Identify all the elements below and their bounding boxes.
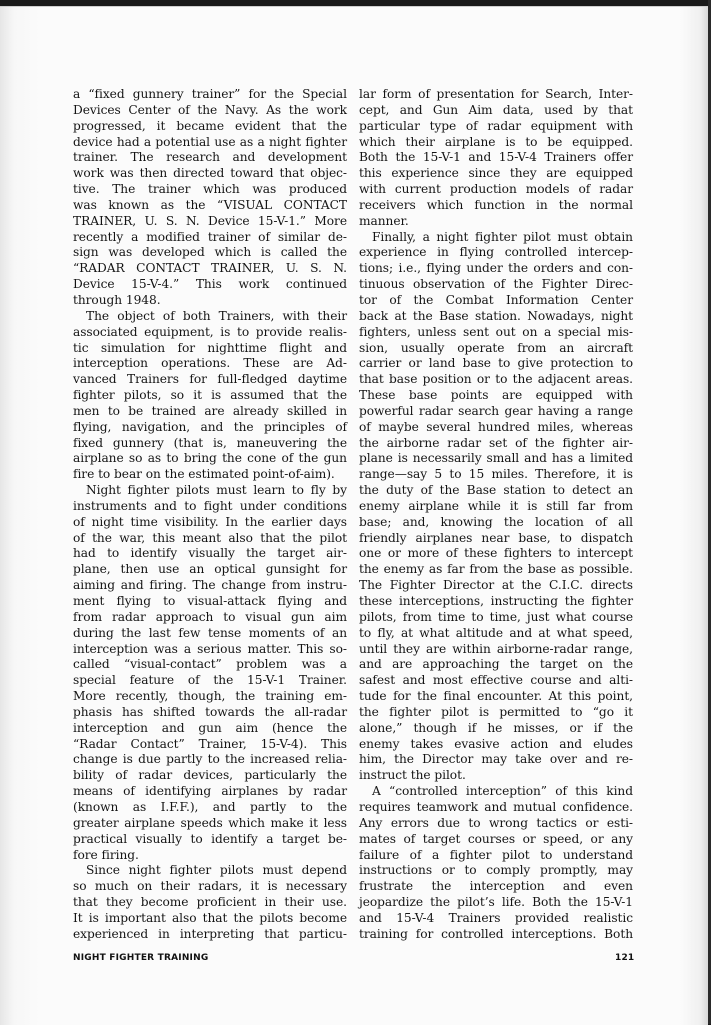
text-line-content: tic simulation for nighttime flight and <box>73 340 347 355</box>
text-line <box>73 388 347 404</box>
text-line-content: a “fixed gunnery trainer” for the Special <box>73 87 347 101</box>
text-line <box>73 721 347 737</box>
text-line <box>359 87 633 103</box>
text-line <box>359 451 633 467</box>
text-line <box>73 610 347 626</box>
text-line-content: TRAINER, U. S. N. Device 15-V-1.” More <box>73 213 347 228</box>
text-line-content: vanced Trainers for full-fledged daytime <box>73 372 347 387</box>
text-line <box>359 135 633 151</box>
text-line <box>359 816 633 832</box>
text-line <box>73 911 347 927</box>
text-line <box>73 689 347 705</box>
text-line-content: men to be trained are already skilled in <box>73 403 347 418</box>
text-line-content: during the last few tense moments of an <box>73 625 347 640</box>
text-line-content: back at the Base station. Nowadays, night <box>359 308 633 323</box>
text-line-content: these interceptions, instructing the fighter <box>359 594 633 608</box>
text-line-content: powerful radar search gear having a range <box>359 403 633 418</box>
text-line-content: pilots, from time to time, just what course <box>359 609 633 624</box>
text-line-content: interception was a serious matter. This so- <box>73 641 347 656</box>
text-line-content: sion, usually operate from an aircraft <box>359 340 633 355</box>
text-line <box>359 863 633 879</box>
text-line-content: so much on their radars, it is necessary <box>73 879 347 894</box>
text-line-content: change is due partly to the increased relia- <box>73 752 347 767</box>
text-line-content: trainer. The research and development <box>73 150 347 165</box>
text-line-content: with current production models of radar <box>359 182 633 197</box>
text-line <box>73 895 347 911</box>
text-line-content: practical visually to identify a target be- <box>73 831 347 846</box>
text-line <box>359 657 633 673</box>
text-line-content: the enemy as far from the base as possible. <box>359 562 633 577</box>
text-line <box>359 737 633 753</box>
text-line <box>73 705 347 721</box>
text-line-content: The Fighter Director at the C.I.C. directs <box>359 578 633 593</box>
text-line <box>73 245 347 261</box>
text-line <box>359 483 633 499</box>
text-line <box>359 436 633 452</box>
text-line <box>73 562 347 578</box>
text-line-content: These base points are equipped with <box>359 388 633 403</box>
text-line-content: More recently, though, the training em- <box>73 689 347 704</box>
text-line <box>359 879 633 895</box>
text-line <box>359 214 633 230</box>
text-line <box>359 832 633 848</box>
text-line <box>359 578 633 594</box>
text-line-content: to fly, at what altitude and at what speed, <box>359 625 633 640</box>
text-line-content: through 1948. <box>73 292 161 307</box>
text-line-content: instruct the pilot. <box>359 768 466 783</box>
text-line <box>73 768 347 784</box>
text-line-content: interception and gun aim (hence the <box>73 720 347 735</box>
text-line <box>73 404 347 420</box>
text-line-content: Any errors due to wrong tactics or esti- <box>359 815 633 830</box>
text-line <box>359 531 633 547</box>
text-line-content: “Radar Contact” Trainer, 15-V-4). This <box>73 736 347 751</box>
text-line <box>73 832 347 848</box>
text-line-content: particular type of radar equipment with <box>359 118 633 133</box>
text-line <box>73 261 347 277</box>
text-line-content: The object of both Trainers, with their <box>86 308 347 323</box>
text-line <box>73 325 347 341</box>
text-line-content: experienced in interpreting that particu- <box>73 926 347 941</box>
text-line <box>359 927 633 943</box>
text-line <box>359 404 633 420</box>
text-line-content: “RADAR CONTACT TRAINER, U. S. N. <box>73 261 347 276</box>
text-line-content: that they become proficient in their use. <box>73 895 347 910</box>
text-line <box>73 119 347 135</box>
text-line-content: carrier or land base to give protection to <box>359 356 633 371</box>
text-line <box>359 784 633 800</box>
text-line-content: the fighter pilot is permitted to “go it <box>359 704 633 719</box>
text-line <box>73 309 347 325</box>
text-line <box>359 594 633 610</box>
text-line-content: It is important also that the pilots become <box>73 910 347 925</box>
text-line <box>359 546 633 562</box>
text-line-content: of night time visibility. In the earlier days <box>73 514 347 529</box>
text-line <box>73 483 347 499</box>
text-line-content: Both the 15-V-1 and 15-V-4 Trainers offer <box>359 150 633 165</box>
text-line <box>359 341 633 357</box>
text-line <box>359 705 633 721</box>
text-line <box>359 626 633 642</box>
text-line-content: frustrate the interception and even <box>359 879 633 894</box>
text-line-content: base; and, knowing the location of all <box>359 514 633 529</box>
text-line-content: A “controlled interception” of this kind <box>372 784 633 799</box>
text-line <box>359 103 633 119</box>
text-line <box>359 420 633 436</box>
text-line-content: one or more of these fighters to intercept <box>359 546 633 561</box>
text-line <box>73 594 347 610</box>
text-line <box>359 752 633 768</box>
text-line <box>73 293 347 309</box>
text-line <box>359 356 633 372</box>
text-line-content: plane is necessarily small and has a limited <box>359 451 633 466</box>
text-line-content: airplane so as to bring the cone of the gun <box>73 451 347 466</box>
text-line-content: plane, then use an optical gunsight for <box>73 562 347 577</box>
text-line <box>359 198 633 214</box>
text-line <box>73 499 347 515</box>
text-line-content: requires teamwork and mutual confidence. <box>359 799 633 814</box>
text-line-content: had to identify visually the target air- <box>73 546 347 561</box>
text-line-content: alone,” though if he misses, or if the <box>359 720 633 735</box>
text-line <box>73 673 347 689</box>
text-line-content: which their airplane is to be equipped. <box>359 134 633 149</box>
left-text-column <box>73 87 347 943</box>
text-line-content: Devices Center of the Navy. As the work <box>73 102 347 117</box>
text-line-content: lar form of presentation for Search, Inter- <box>359 87 633 101</box>
text-line-content: mates of target courses or speed, or any <box>359 831 633 846</box>
text-line <box>73 277 347 293</box>
text-line <box>73 341 347 357</box>
text-line <box>359 610 633 626</box>
text-line-content: fixed gunnery (that is, maneuvering the <box>73 435 347 450</box>
text-line-content: recently a modified trainer of similar de- <box>73 229 347 244</box>
text-line-content: means of identifying airplanes by radar <box>73 784 347 799</box>
text-line-content: training for controlled interceptions. Both <box>359 926 633 941</box>
text-line <box>359 388 633 404</box>
text-line-content: tive. The trainer which was produced <box>73 182 347 197</box>
text-line <box>359 230 633 246</box>
text-line-content: greater airplane speeds which make it less <box>73 815 347 830</box>
text-line <box>73 848 347 864</box>
text-line <box>359 562 633 578</box>
text-line <box>73 863 347 879</box>
text-line <box>73 546 347 562</box>
text-line <box>73 642 347 658</box>
text-line <box>73 578 347 594</box>
text-line-content: device had a potential use as a night fighter <box>73 134 347 149</box>
text-line-content: enemy takes evasive action and eludes <box>359 736 633 751</box>
text-line-content: Night fighter pilots must learn to fly by <box>86 483 347 498</box>
text-line <box>73 752 347 768</box>
text-line-content: cept, and Gun Aim data, used by that <box>359 102 633 117</box>
text-line-content: of the war, this meant also that the pilot <box>73 530 347 545</box>
text-line <box>359 325 633 341</box>
text-line-content: jeopardize the pilot’s life. Both the 15-V-1 <box>359 895 633 910</box>
text-line <box>359 689 633 705</box>
text-line-content: Device 15-V-4.” This work continued <box>73 277 347 292</box>
text-line-content: receivers which function in the normal <box>359 197 633 212</box>
text-line-content: range—say 5 to 15 miles. Therefore, it is <box>359 467 633 482</box>
text-line <box>73 103 347 119</box>
text-line <box>359 499 633 515</box>
text-line <box>359 642 633 658</box>
text-line-content: ment flying to visual-attack flying and <box>73 594 347 608</box>
text-line-content: (known as I.F.F.), and partly to the <box>73 799 347 814</box>
text-line <box>359 150 633 166</box>
text-line-content: called “visual-contact” problem was a <box>73 657 347 672</box>
text-line <box>73 626 347 642</box>
text-line-content: of maybe several hundred miles, whereas <box>359 419 633 434</box>
right-text-column <box>359 87 633 943</box>
text-line-content: from radar approach to visual gun aim <box>73 609 347 624</box>
text-line-content: fighters, unless sent out on a special mis- <box>359 324 633 339</box>
running-footer-title: NIGHT FIGHTER TRAINING <box>73 953 209 963</box>
text-line-content: him, the Director may take over and re- <box>359 752 633 767</box>
text-line <box>359 768 633 784</box>
text-line-content: experience in flying controlled intercep- <box>359 245 633 260</box>
text-line <box>73 784 347 800</box>
text-line-content: tinuous observation of the Fighter Direc- <box>359 277 633 292</box>
text-line-content: safest and most effective course and alti- <box>359 673 633 688</box>
text-line-content: the airborne radar set of the fighter air- <box>359 435 633 450</box>
text-line-content: fire to bear on the estimated point-of-aim). <box>73 467 335 482</box>
text-line <box>359 515 633 531</box>
text-line-content: friendly airplanes near base, to dispatch <box>359 530 633 545</box>
text-line <box>359 895 633 911</box>
text-line-content: instruments and to fight under conditions <box>73 498 347 513</box>
text-line <box>73 451 347 467</box>
text-line <box>73 214 347 230</box>
text-line-content: phasis has shifted towards the all-radar <box>73 704 347 719</box>
text-line-content: progressed, it became evident that the <box>73 118 347 133</box>
text-line-content: instructions or to comply promptly, may <box>359 863 633 878</box>
page-number: 121 <box>615 953 635 963</box>
text-line-content: and are approaching the target on the <box>359 657 633 672</box>
text-line <box>359 372 633 388</box>
text-line <box>73 879 347 895</box>
text-line-content: until they are within airborne-radar range, <box>359 641 633 656</box>
text-line-content: this experience since they are equipped <box>359 166 633 181</box>
text-line <box>359 245 633 261</box>
text-line <box>73 515 347 531</box>
text-line-content: manner. <box>359 213 409 228</box>
text-line <box>359 309 633 325</box>
text-line <box>359 673 633 689</box>
text-line <box>73 657 347 673</box>
text-line-content: tions; i.e., flying under the orders and con- <box>359 261 633 276</box>
text-line-content: that base position or to the adjacent areas. <box>359 372 633 387</box>
text-line <box>359 166 633 182</box>
text-line <box>73 436 347 452</box>
text-line-content: flying, navigation, and the principles of <box>73 419 347 434</box>
text-line <box>73 87 347 103</box>
text-line <box>73 372 347 388</box>
text-line-content: sign was developed which is called the <box>73 245 347 260</box>
text-line-content: Since night fighter pilots must depend <box>86 863 347 878</box>
text-line <box>73 166 347 182</box>
text-line-content: tude for the final encounter. At this point, <box>359 689 633 704</box>
text-line-content: the duty of the Base station to detect an <box>359 483 633 498</box>
text-line <box>73 356 347 372</box>
text-line <box>359 261 633 277</box>
text-line-content: and 15-V-4 Trainers provided realistic <box>359 910 633 925</box>
text-line <box>359 848 633 864</box>
text-line <box>73 420 347 436</box>
text-line <box>359 293 633 309</box>
text-line-content: failure of a fighter pilot to understand <box>359 847 633 862</box>
text-line <box>359 119 633 135</box>
text-line <box>73 467 347 483</box>
text-line <box>359 277 633 293</box>
text-line-content: fore firing. <box>73 847 139 862</box>
text-line <box>73 182 347 198</box>
text-line-content: work was then directed toward that objec- <box>73 166 347 181</box>
text-line-content: interception operations. These are Ad- <box>73 356 347 371</box>
text-line <box>359 182 633 198</box>
text-line <box>73 531 347 547</box>
text-line-content: aiming and firing. The change from instru- <box>73 578 347 593</box>
text-line <box>73 816 347 832</box>
text-line-content: Finally, a night fighter pilot must obtain <box>372 229 633 244</box>
text-line <box>359 911 633 927</box>
text-line <box>73 737 347 753</box>
text-line <box>73 800 347 816</box>
text-line-content: fighter pilots, so it is assumed that the <box>73 388 347 403</box>
text-line <box>73 927 347 943</box>
text-line-content: tor of the Combat Information Center <box>359 292 633 307</box>
text-line <box>359 721 633 737</box>
text-line-content: special feature of the 15-V-1 Trainer. <box>73 673 347 688</box>
text-line-content: was known as the “VISUAL CONTACT <box>73 197 347 212</box>
text-line <box>73 135 347 151</box>
text-line <box>73 230 347 246</box>
book-page <box>0 6 708 1025</box>
text-line <box>73 198 347 214</box>
text-line <box>359 800 633 816</box>
text-line-content: enemy airplane while it is still far from <box>359 498 633 513</box>
text-line <box>73 150 347 166</box>
text-line-content: bility of radar devices, particularly the <box>73 768 347 783</box>
text-line-content: associated equipment, is to provide realis- <box>73 324 347 339</box>
text-line <box>359 467 633 483</box>
